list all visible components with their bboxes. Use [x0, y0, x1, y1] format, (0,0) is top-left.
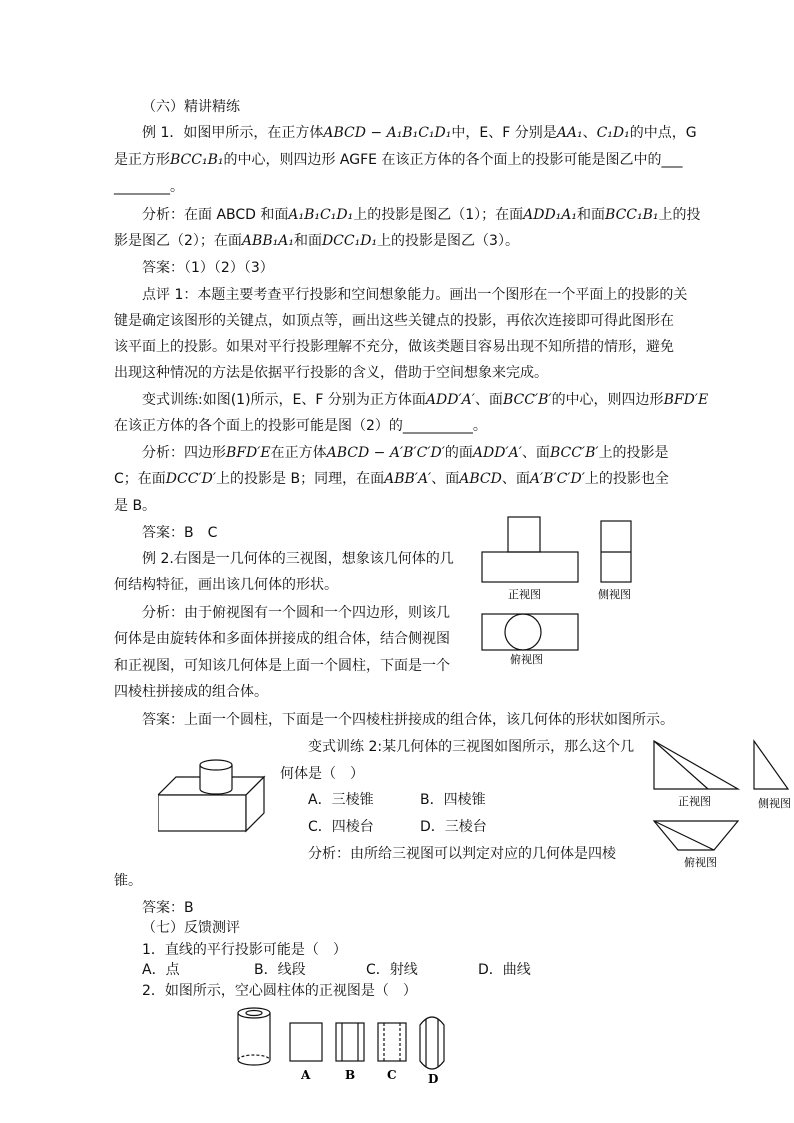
math: DCC₁D₁ — [321, 233, 378, 249]
math: ABCD − A′B′C′D′ — [326, 445, 445, 461]
text: 的中心，则四边形 AGFE 在该正方体的各个面上的投影可能是图乙中的___ — [223, 152, 683, 168]
math: ABB′A′ — [384, 471, 432, 487]
math: BFD′E — [663, 392, 709, 408]
text: 是正方形 — [114, 152, 170, 168]
text: 、面 — [474, 392, 503, 408]
analysis-v1-line3: 是 B。 — [114, 498, 157, 514]
comment1-line1: 点评 1：本题主要考查平行投影和空间想象能力。画出一个图形在一个平面上的投影的关 — [142, 287, 688, 303]
top-view-rect — [482, 614, 578, 650]
math: ABCD — [459, 471, 502, 487]
question-1-option-b: B．线段 — [254, 962, 306, 978]
front-view-triangle — [654, 741, 738, 789]
text: 影是图乙（2）；在面 — [114, 233, 242, 249]
math: ABCD − A₁B₁C₁D₁ — [323, 125, 452, 141]
question-2: 2．如图所示，空心圆柱体的正视图是（ ） — [142, 983, 417, 999]
math: ADD′A′ — [472, 445, 522, 461]
math: BCC₁B₁ — [605, 207, 659, 223]
analysis1-line2 — [114, 231, 519, 251]
top-view-inner-line — [654, 821, 714, 850]
example2-line2: 何结构特征，画出该几何体的形状。 — [114, 577, 338, 593]
option-d-label: D — [428, 1072, 439, 1086]
top-view-circle — [505, 614, 541, 650]
text: __________。 — [402, 418, 487, 434]
text: 、面 — [501, 471, 530, 487]
example1-line2 — [114, 150, 682, 170]
cylinder-top-inner — [246, 1011, 262, 1016]
three-view-diagram-2 — [650, 737, 794, 872]
section-heading: （六）精讲精练 — [142, 99, 240, 115]
front-view-caption: 正视图 — [678, 795, 711, 808]
hollow-cylinder-figure — [232, 1005, 454, 1087]
front-view-inner-line — [654, 741, 708, 789]
cylinder-on-box-diagram — [158, 755, 270, 837]
example1-line1 — [142, 123, 697, 143]
text: 和面 — [293, 233, 322, 249]
math: A₁B₁C₁D₁ — [288, 207, 354, 223]
cylinder-bottom-hidden-arc — [238, 1055, 270, 1060]
comment1-line4: 出现这种情况的方法是依据平行投影的含义，借助于空间想象来完成。 — [114, 365, 548, 381]
math: A′B′C′D′ — [529, 471, 585, 487]
comment1-line3: 该平面上的投影。如果对平行投影理解不充分，做该类题目容易出现不知所措的情形，避免 — [114, 339, 674, 355]
answer-v1: 答案：B C — [142, 525, 218, 541]
text: 分析：在面 ABCD 和面 — [142, 207, 289, 223]
text: 在正方体 — [270, 445, 327, 461]
top-view-caption: 俯视图 — [684, 856, 717, 869]
analysis-v1-line1 — [142, 443, 669, 463]
variant1-line1 — [142, 390, 708, 410]
solid-figure — [158, 755, 270, 837]
math: ABB₁A₁ — [241, 233, 294, 249]
variant1-line2 — [114, 416, 487, 436]
math: BCC₁B₁ — [170, 152, 224, 168]
hollow-cylinder-options-diagram — [232, 1005, 454, 1087]
math: BCC′B′ — [502, 392, 552, 408]
question-1: 1．直线的平行投影可能是（ ） — [142, 942, 347, 958]
text: 、面 — [521, 445, 550, 461]
text: 变式训练:如图(1)所示，E、F 分别为正方体面 — [142, 392, 426, 408]
analysis2-line3: 和正视图，可知该几何体是上面一个圆柱，下面是一个 — [114, 658, 450, 674]
side-view-caption: 侧视图 — [758, 797, 791, 810]
option-d-shape — [420, 1017, 444, 1069]
question-1-option-a: A．点 — [142, 962, 180, 978]
variant2-answer: 答案：B — [142, 900, 194, 916]
text: 上的投影也全 — [584, 471, 669, 487]
three-view-figure-1 — [478, 512, 648, 677]
math: BCC′B′ — [549, 445, 599, 461]
option-c-label: C — [387, 1068, 397, 1082]
text: 上的投 — [658, 207, 701, 223]
example1-line3: ________。 — [114, 179, 184, 195]
text: 、 — [582, 125, 597, 141]
variant2-option-c: C．四棱台 — [308, 819, 374, 835]
analysis2-line1: 分析：由于俯视图有一个圆和一个四边形，则该几 — [142, 605, 450, 621]
text: 上的投影是图乙（1）；在面 — [353, 207, 524, 223]
analysis2-line4: 四棱柱拼接成的组合体。 — [114, 684, 268, 700]
text: 的中心，则四边形 — [551, 392, 664, 408]
question-1-option-c: C．射线 — [366, 962, 418, 978]
variant2-option-d: D．三棱台 — [420, 819, 487, 835]
text: 上的投影是图乙（3）。 — [377, 233, 519, 249]
math: DCC′D′ — [165, 471, 217, 487]
front-view-caption: 正视图 — [508, 588, 541, 601]
analysis-v1-line2 — [114, 469, 669, 489]
box-front-face — [158, 795, 246, 831]
option-a-shape — [290, 1023, 322, 1061]
analysis1-line1 — [142, 205, 701, 225]
top-view-caption: 俯视图 — [510, 653, 543, 666]
comment1-line2: 键是确定该图形的关键点，如顶点等，画出这些关键点的投影，再依次连接即可得此图形在 — [114, 313, 674, 329]
front-view-top — [508, 517, 540, 552]
cylinder-top-outer — [238, 1008, 270, 1018]
math: ADD′A′ — [425, 392, 475, 408]
text: 上的投影是 — [598, 445, 669, 461]
option-b-shape — [336, 1023, 364, 1061]
text: 和面 — [577, 207, 606, 223]
text: 的面 — [444, 445, 473, 461]
text: 在该正方体的各个面上的投影可能是图（2）的 — [114, 418, 403, 434]
side-view-caption: 侧视图 — [598, 588, 631, 601]
analysis2-line2: 何体是由旋转体和多面体拼接成的组合体，结合侧视图 — [114, 631, 450, 647]
text: 中，E、F 分别是 — [451, 125, 557, 141]
text: 、面 — [431, 471, 460, 487]
variant2-analysis-line1: 分析：由所给三视图可以判定对应的几何体是四棱 — [308, 846, 616, 862]
cylinder-top-ellipse — [200, 760, 232, 770]
section-heading: （七）反馈测评 — [142, 920, 240, 936]
variant2-analysis-line2: 锥。 — [114, 873, 142, 889]
math: ADD₁A₁ — [523, 207, 578, 223]
three-view-diagram-1 — [478, 512, 648, 677]
text: 上的投影是 B；同理，在面 — [216, 471, 385, 487]
math: AA₁ — [556, 125, 583, 141]
text: 例 1．如图甲所示，在正方体 — [142, 125, 324, 141]
question-1-option-d: D．曲线 — [478, 962, 531, 978]
variant2-line2: 何体是（ ） — [280, 766, 364, 782]
variant2-line1: 变式训练 2:某几何体的三视图如图所示，那么这个几 — [308, 739, 635, 755]
math: BFD′E — [226, 445, 271, 461]
example2-line1: 例 2.右图是一几何体的三视图，想象该几何体的几 — [142, 551, 454, 567]
text: 分析：四边形 — [142, 445, 226, 461]
option-a-label: A — [301, 1068, 311, 1082]
answer1: 答案：（1）（2）（3） — [142, 260, 274, 276]
text: 的中点，G — [629, 125, 697, 141]
three-view-figure-2 — [650, 737, 794, 872]
side-view-triangle — [754, 741, 788, 789]
cylinder-bottom-arc — [238, 1060, 270, 1065]
answer2: 答案：上面一个圆柱，下面是一个四棱柱拼接成的组合体，该几何体的形状如图所示。 — [142, 712, 674, 728]
variant2-option-a: A．三棱锥 — [308, 792, 374, 808]
option-c-shape — [378, 1023, 406, 1061]
top-view-trapezoid — [654, 821, 738, 850]
front-view-base — [482, 552, 578, 582]
math: C₁D₁ — [596, 125, 630, 141]
option-b-label: B — [345, 1068, 356, 1082]
text: C；在面 — [114, 471, 166, 487]
variant2-option-b: B．四棱锥 — [420, 792, 486, 808]
